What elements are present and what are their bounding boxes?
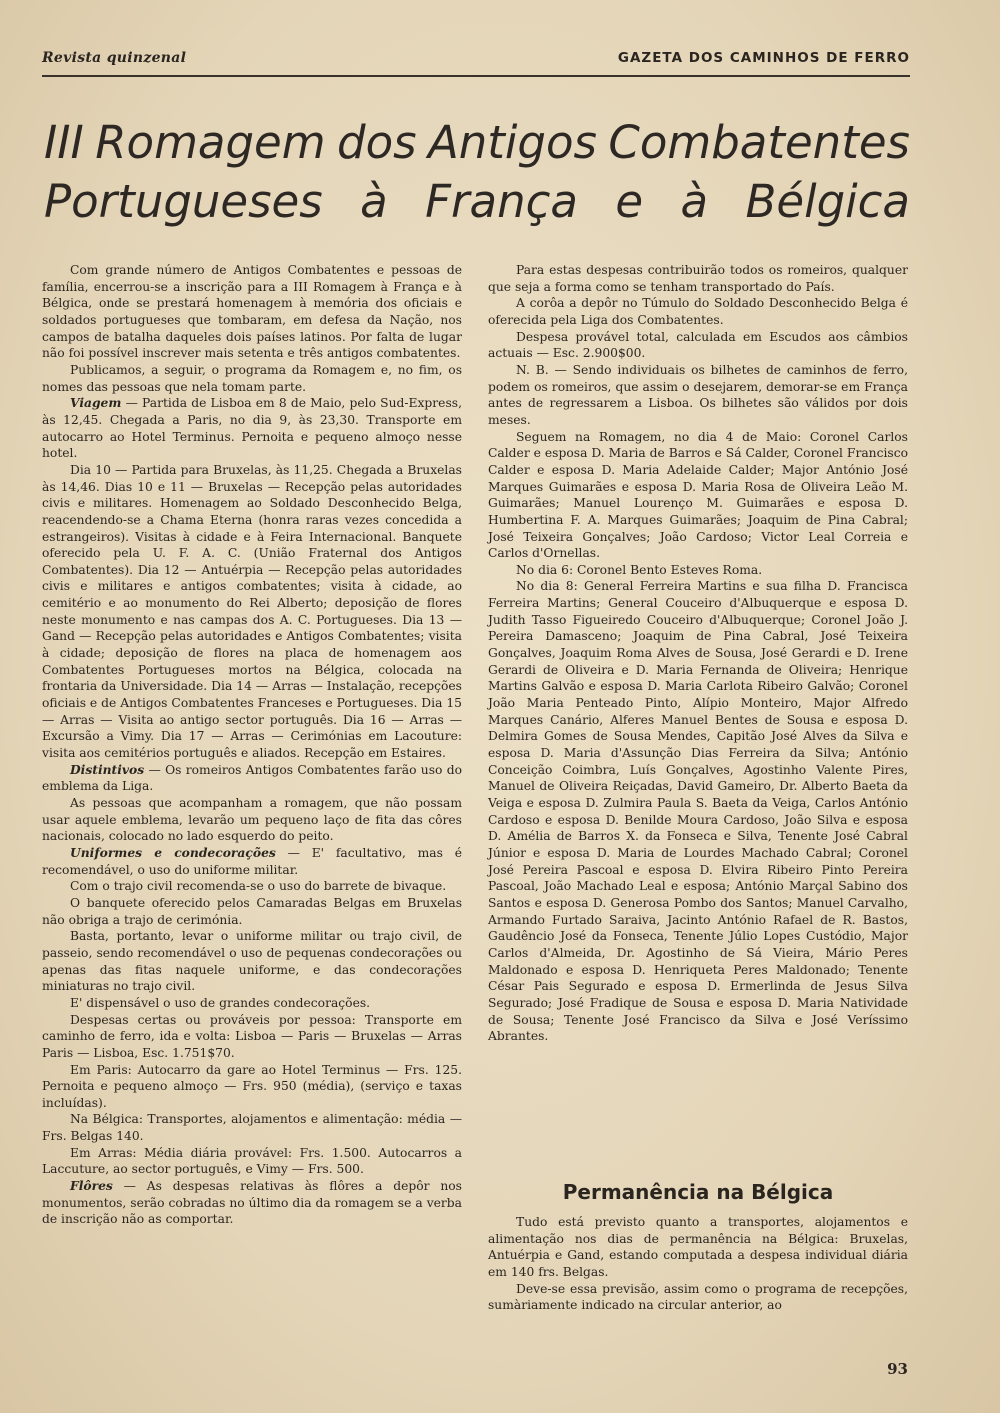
- paragraph: E' dispensável o uso de grandes condecorações.: [70, 995, 371, 1010]
- paragraph: [42, 762, 462, 795]
- paragraph-lead: Flôres: [70, 1178, 113, 1194]
- title-word: e: [615, 175, 644, 228]
- paragraph: [42, 395, 462, 462]
- paragraph: Publicamos, a seguir, o programa da Romagem e, no fim, os nomes das pessoas que nela tomam parte.: [42, 362, 462, 394]
- page-number: 93: [887, 1360, 908, 1378]
- paragraph-lead: Viagem: [70, 395, 122, 411]
- title-word: Antigos: [427, 116, 597, 169]
- title-word: à: [680, 175, 709, 228]
- paragraph: [42, 845, 462, 878]
- paragraph: Com grande número de Antigos Combatentes e pessoas de família, encerrou-se a inscrição para a III Romagem à França e à Bélgica, onde se prestará homenagem à memória dos oficiais e soldados portugueses que tombaram, em defesa da Nação, nos campos de batalha daqueles dois países latinos. Por falta de lugar não foi possível inscrever mais setenta e três antigos combatentes.: [42, 263, 462, 361]
- section-body: [488, 1214, 908, 1314]
- paragraph: Basta, portanto, levar o uniforme militar ou trajo civil, de passeio, sendo recomendável o uso de pequenas condecorações ou apenas das fitas naquele uniforme, e das condecorações miniaturas no trajo civil.: [42, 929, 462, 994]
- title-word: Bélgica: [745, 175, 910, 228]
- title-word: Combatentes: [608, 116, 910, 169]
- paragraph: A corôa a depôr no Túmulo do Soldado Desconhecido Belga é oferecida pela Liga dos Combatentes.: [488, 296, 908, 327]
- paragraph: Despesa provável total, calculada em Escudos aos câmbios actuais — Esc. 2.900$00.: [488, 329, 908, 361]
- left-column: [42, 262, 462, 1228]
- paragraph: Para estas despesas contribuirão todos os romeiros, qualquer que seja a forma como se tenham transportado do País.: [488, 263, 908, 294]
- paragraph-body: — E' facultativo, mas é recomendável, o uso do uniforme militar.: [42, 845, 462, 877]
- paragraph-lead: Uniformes e condecorações: [70, 844, 276, 860]
- paragraph-lead: Distintivos: [70, 761, 145, 777]
- paragraph-body: — Partida de Lisboa em 8 de Maio, pelo Sud-Express, às 12,45. Chegada a Paris, no dia 9, às 23,30. Transporte em autocarro ao Hotel Terminus. Pernoita e pequeno almoço nesse hotel.: [42, 396, 462, 461]
- paragraph-body: — As despesas relativas às flôres a depôr nos monumentos, serão cobradas no último dia da romagem se a verba de inscrição não as comportar.: [42, 1179, 462, 1227]
- title-word: França: [425, 175, 578, 228]
- article-title-line2: [44, 172, 910, 232]
- article-title-line1: [44, 113, 910, 173]
- title-word: dos: [337, 116, 417, 169]
- paragraph: Em Arras: Média diária provável: Frs. 1.500. Autocarros a Laccuture, ao sector português, e Vimy — Frs. 500.: [42, 1145, 462, 1177]
- paragraph: Dia 10 — Partida para Bruxelas, às 11,25. Chegada a Bruxelas às 14,46. Dias 10 e 11 — Bruxelas — Recepção pelas autoridades civis e militares. Homenagem ao Soldado Desconhecido Belga, reacendendo-se a Chama Eterna (honra raras vezes concedida a estrangeiros). Visitas à cidade e à Feira Internacional. Banquete oferecido pela U. F. A. C. (União Fraternal dos Antigos Combatentes). Dia 12 — Antuérpia — Recepção pelas autoridades civis e militares e antigos combatentes; visita à cidade, ao cemitério e ao monumento do Rei Alberto; deposição de flores neste monumento e nas campas dos A. C. Portugueses. Dia 13 — Gand — Recepção pelas autoridades e Antigos Combatentes; visita à cidade; deposição de flores na placa de homenagem aos Combatentes Portugueses mortos na Bélgica, colocada na frontaria da Universidade. Dia 14 — Arras — Instalação, recepções oficiais e de Antigos Combatentes Franceses e Portugueses. Dia 15 — Arras — Visita ao antigo sector português. Dia 16 — Arras — Excursão a Vimy. Dia 17 — Arras — Cerimónias em Lacouture: visita aos cemitérios português e aliados. Recepção em Estaires.: [42, 462, 462, 761]
- paragraph: Com o trajo civil recomenda-se o uso do barrete de bivaque.: [70, 879, 447, 894]
- section-heading: Permanência na Bélgica: [562, 1179, 834, 1204]
- header-rule: [42, 75, 910, 77]
- header-right: GAZETA DOS CAMINHOS DE FERRO: [617, 50, 910, 66]
- header-left: Revista quinzenal: [42, 50, 187, 66]
- paragraph: As pessoas que acompanham a romagem, que não possam usar aquele emblema, levarão um pequeno laço de fita das côres nacionais, colocado no lado esquerdo do peito.: [42, 796, 462, 844]
- paragraph: O banquete oferecido pelos Camaradas Belgas em Bruxelas não obriga a trajo de cerimónia.: [42, 895, 462, 927]
- title-word: à: [360, 175, 388, 228]
- paragraph: Tudo está previsto quanto a transportes, alojamentos e alimentação nos dias de permanência na Bélgica: Bruxelas, Antuérpia e Gand, estando computada a despesa individual diária em 140 frs. Belgas.: [488, 1215, 908, 1279]
- paragraph: N. B. — Sendo individuais os bilhetes de caminhos de ferro, podem os romeiros, que assim o desejarem, demorar-se em França antes de regressarem a Lisboa. Os bilhetes são válidos por dois meses.: [488, 362, 908, 427]
- paragraph: No dia 6: Coronel Bento Esteves Roma.: [516, 562, 763, 577]
- title-word: Portugueses: [44, 175, 323, 228]
- paragraph: Despesas certas ou prováveis por pessoa: Transporte em caminho de ferro, ida e volta: Lisboa — Paris — Bruxelas — Arras Paris — Lisboa, Esc. 1.751$70.: [42, 1012, 462, 1060]
- right-column: [488, 262, 908, 1045]
- paragraph: No dia 8: General Ferreira Martins e sua filha D. Francisca Ferreira Martins; General Couceiro d'Albuquerque e esposa D. Judith Tasso Figueiredo Couceiro d'Albuquerque; Coronel João J. Pereira Damasceno; Joaquim de Pina Cabral, José Teixeira Gonçalves, Joaquim Roma Alves de Sousa, José Gerardi e D. Irene Gerardi de Oliveira e D. Maria Fernanda de Oliveira; Henrique Martins Galvão e esposa D. Maria Carlota Ribeiro Galvão; Coronel João Maria Penteado Pinto, Alípio Monteiro, Major Alfredo Marques Canário, Alferes Manuel Bentes de Sousa e esposa D. Delmira Gomes de Sousa Mendes, Capitão José Alves da Silva e esposa D. Maria d'Assunção Dias Ferreira da Silva; António Conceição Coimbra, Luís Gonçalves, Agostinho Valente Pires, Manuel de Oliveira Reiçadas, David Gameiro, Dr. Alberto Baeta da Veiga e esposa D. Zulmira Paula S. Baeta da Veiga, Carlos António Cardoso e esposa D. Benilde Moura Cardoso, João Silva e esposa D. Amélia de Barros X. da Fonseca e Silva, Tenente José Cabral Júnior e esposa D. Maria de Lourdes Machado Cabral; Coronel José Pereira Pascoal e esposa D. Elvira Ribeiro Pinto Pereira Pascoal, João Machado Leal e esposa; António Marçal Sabino dos Santos e esposa D. Generosa Pombo dos Santos; Manuel Carvalho, Armando Furtado Saraiva, Jacinto António Rafael de R. Bastos, Gaudêncio José da Fonseca, Tenente Júlio Lopes Custódio, Major Carlos d'Almeida, Dr. Agostinho de Sá Vieira, Mário Peres Maldonado e esposa D. Henriqueta Peres Maldonado; Tenente César Pais Segurado e esposa D. Ermerlinda de Jesus Silva Segurado; José Fradique de Sousa e esposa D. Maria Natividade de Sousa; Tenente José Francisco da Silva e José Veríssimo Abrantes.: [488, 579, 908, 1044]
- title-word: III: [44, 116, 84, 169]
- paragraph: Deve-se essa previsão, assim como o programa de recepções, sumàriamente indicado na circular anterior, ao: [488, 1281, 908, 1313]
- paragraph: Em Paris: Autocarro da gare ao Hotel Terminus — Frs. 125. Pernoita e pequeno almoço — Frs. 950 (média), (serviço e taxas incluídas).: [42, 1062, 462, 1110]
- paragraph-body: — Os romeiros Antigos Combatentes farão uso do emblema da Liga.: [42, 762, 462, 794]
- paragraph: [42, 1178, 462, 1228]
- paragraph: Na Bélgica: Transportes, alojamentos e alimentação: média — Frs. Belgas 140.: [42, 1112, 462, 1144]
- title-word: Romagem: [95, 116, 326, 169]
- paragraph: Seguem na Romagem, no dia 4 de Maio: Coronel Carlos Calder e esposa D. Maria de Barros e Sá Calder, Coronel Francisco Calder e esposa D. Maria Adelaide Calder; Major António José Marques Guimarães e esposa D. Maria Rosa de Oliveira Leão M. Guimarães; Manuel Lourenço M. Guimarães e esposa D. Humbertina F. A. Marques Guimarães; Joaquim de Pina Cabral; José Teixeira Gonçalves; João Cardoso; Victor Leal Correia e Carlos d'Ornellas.: [488, 429, 908, 561]
